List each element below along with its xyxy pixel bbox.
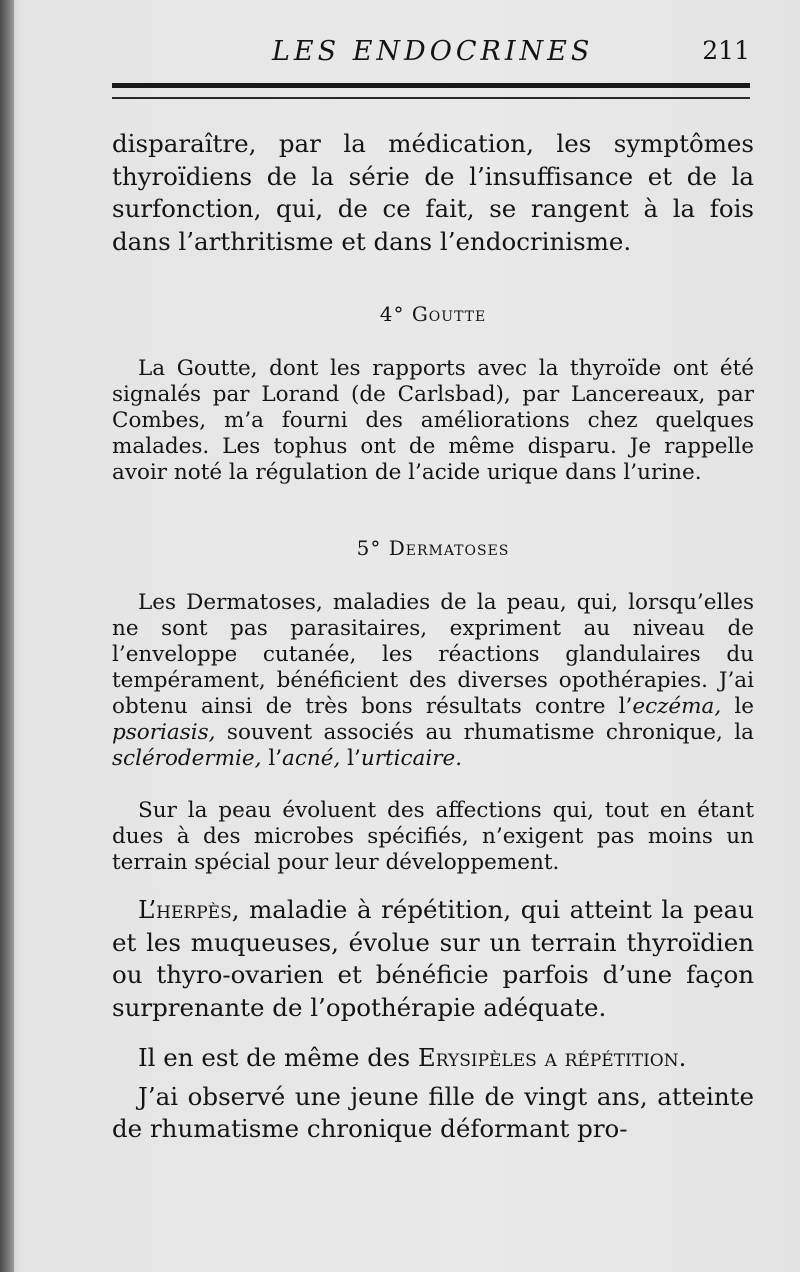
- text-run: l’: [340, 746, 361, 771]
- paragraph-continuation: disparaître, par la médication, les symptômes thyroïdiens de la série de l’insuffisance et de la surfonction, qui, de ce fait, se rangent à la fois dans l’arthritisme et dans l’endocrinisme.: [112, 129, 754, 256]
- book-spine-shadow: [0, 0, 14, 1272]
- paragraph-goutte: La Goutte, dont les rapports avec la thyroïde ont été signalés par Lorand (de Carlsbad), par Lancereaux, par Combes, m’a fourni des améliorations chez quelques malades. Les tophus ont de même disparu. Je rappelle avoir noté la régulation de l’acide urique dans l’urine.: [112, 356, 754, 485]
- paragraph-affections: Sur la peau évoluent des affections qui, tout en étant dues à des microbes spécifiés, n’exigent pas moins un terrain spécial pour leur développement.: [112, 798, 754, 875]
- page-header: [112, 36, 750, 70]
- term-psoriasis: psoriasis,: [112, 720, 216, 745]
- section-number: 5°: [356, 536, 382, 560]
- text-run: Il en est de même des: [138, 1043, 418, 1072]
- term-sclerodermie: sclérodermie,: [112, 746, 262, 771]
- text-run: .: [678, 1043, 687, 1072]
- section-heading-goutte: [112, 302, 754, 326]
- term-urticaire: urticaire.: [360, 746, 463, 771]
- paragraph-observation: J’ai observé une jeune fille de vingt ans, atteinte de rhumatisme chronique déformant pro-: [112, 1081, 754, 1143]
- text-run: maladie à répétition, qui atteint la peau et les muqueuses, évolue sur un terrain thyroïdien ou thyro-ovarien et bénéficie parfois d’une façon surprenante de l’opothérapie adéquate.: [112, 895, 754, 1022]
- paragraph-erysipeles: [112, 1042, 754, 1075]
- term-acne: acné,: [282, 746, 341, 771]
- text-run: souvent associés au rhumatisme chronique, la: [215, 720, 754, 745]
- text-run: l’: [261, 746, 283, 771]
- section-title: Dermatoses: [388, 536, 510, 560]
- paragraph-herpes: [112, 894, 754, 1024]
- text-run: Les Dermatoses, maladies de la peau, qui, lorsqu’elles ne sont pas parasitaires, expriment au niveau de l’enveloppe cutanée, les réactions glandulaires du tempérament, bénéficient des diverses opothérapies. J’ai obtenu ainsi de très bons résultats contre l’: [112, 590, 754, 719]
- header-rule-thick: [112, 83, 750, 88]
- term-herpes: L’herpès,: [138, 895, 240, 924]
- section-number: 4°: [379, 302, 405, 326]
- page-number: 211: [702, 36, 750, 65]
- header-rule-thin: [112, 97, 750, 99]
- paragraph-dermatoses: [112, 590, 754, 772]
- term-erysipeles: Erysipèles a répétition: [417, 1043, 679, 1072]
- term-eczema: eczéma,: [632, 694, 722, 719]
- page-body: [112, 128, 754, 1146]
- section-heading-dermatoses: [112, 536, 754, 560]
- running-title: LES ENDOCRINES: [272, 36, 594, 67]
- section-title: Goutte: [411, 302, 487, 326]
- text-run: le: [721, 694, 754, 719]
